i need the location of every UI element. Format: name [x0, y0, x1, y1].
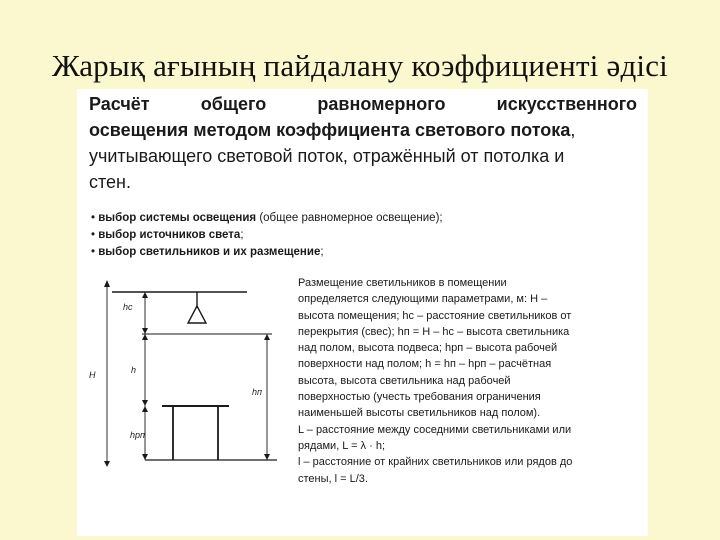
description-line: l – расстояние от крайних светильников или рядов до: [298, 456, 573, 469]
heading-line-2: [89, 117, 637, 143]
label-hrp: hрп: [130, 430, 145, 440]
bullet-marker: •: [91, 229, 96, 241]
description-line: Размещение светильников в помещении: [298, 277, 507, 289]
description-line: высота помещения; hс – расстояние светильников от: [298, 309, 572, 322]
heading-line-2-bold: освещения методом коэффициента светового потока: [89, 120, 571, 140]
arrow-icon: [264, 454, 270, 460]
list-item: [91, 227, 631, 244]
arrow-icon: [142, 328, 148, 334]
description-line: рядами, L = λ · h;: [298, 439, 386, 452]
bullet-marker: •: [91, 246, 96, 258]
heading-line-2-rest: ,: [570, 120, 576, 140]
heading: [89, 91, 637, 195]
bullet-bold: выбор светильников и их размещение: [98, 246, 321, 258]
description-line: стены, l = L/3.: [298, 472, 368, 485]
arrow-icon: [142, 454, 148, 460]
description-line: поверхности над полом; h = hп – hрп – расчётная: [298, 358, 552, 371]
heading-word: искусственного: [496, 94, 637, 114]
bullet-bold: выбор источников света: [98, 229, 241, 241]
arrow-icon: [104, 461, 110, 467]
arrow-icon: [142, 406, 148, 412]
bullet-rest: (общее равномерное освещение);: [256, 212, 443, 224]
heading-line-3: учитывающего световой поток, отражённый от потолка и: [89, 146, 565, 166]
slide-title: Жарық ағының пайдалану коэффициенті әдісі: [52, 48, 668, 83]
arrow-icon: [264, 334, 270, 340]
heading-word: равномерного: [317, 94, 446, 114]
arrow-icon: [142, 334, 148, 340]
luminaire-icon: [188, 306, 206, 323]
arrow-icon: [142, 400, 148, 406]
bullet-rest: ;: [240, 229, 244, 241]
description-line: над полом, высота подвеса; hрп – высота рабочей: [298, 342, 558, 355]
luminaire-diagram: [77, 275, 292, 475]
bullet-rest: ;: [320, 246, 324, 258]
placement-description: [298, 275, 638, 487]
label-hp: hп: [252, 387, 262, 397]
description-line: определяется следующими параметрами, м: H –: [298, 293, 548, 306]
description-line: L – расстояние между соседними светильниками или: [298, 423, 572, 436]
heading-line-4: стен.: [89, 172, 131, 192]
list-item: [91, 244, 631, 261]
content-panel: [77, 89, 648, 536]
bullet-marker: •: [91, 212, 96, 224]
description-line: высота, высота светильника над рабочей: [298, 374, 511, 387]
arrow-icon: [104, 280, 110, 287]
description-line: перекрытия (свес); hп = H – hс – высота светильника: [298, 325, 570, 338]
description-line: наименьшей высоты светильников над полом).: [298, 407, 541, 420]
bullet-list: [91, 210, 631, 261]
heading-word: Расчёт: [89, 94, 150, 114]
bullet-bold: выбор системы освещения: [98, 212, 257, 224]
description-line: поверхностью (учесть требования ограничения: [298, 391, 541, 404]
heading-word: общего: [200, 94, 267, 114]
heading-line-1: [89, 91, 637, 117]
label-h: h: [131, 365, 137, 375]
label-H: H: [89, 370, 96, 380]
list-item: [91, 210, 631, 227]
arrow-icon: [142, 292, 148, 298]
label-hc: hс: [123, 302, 133, 312]
